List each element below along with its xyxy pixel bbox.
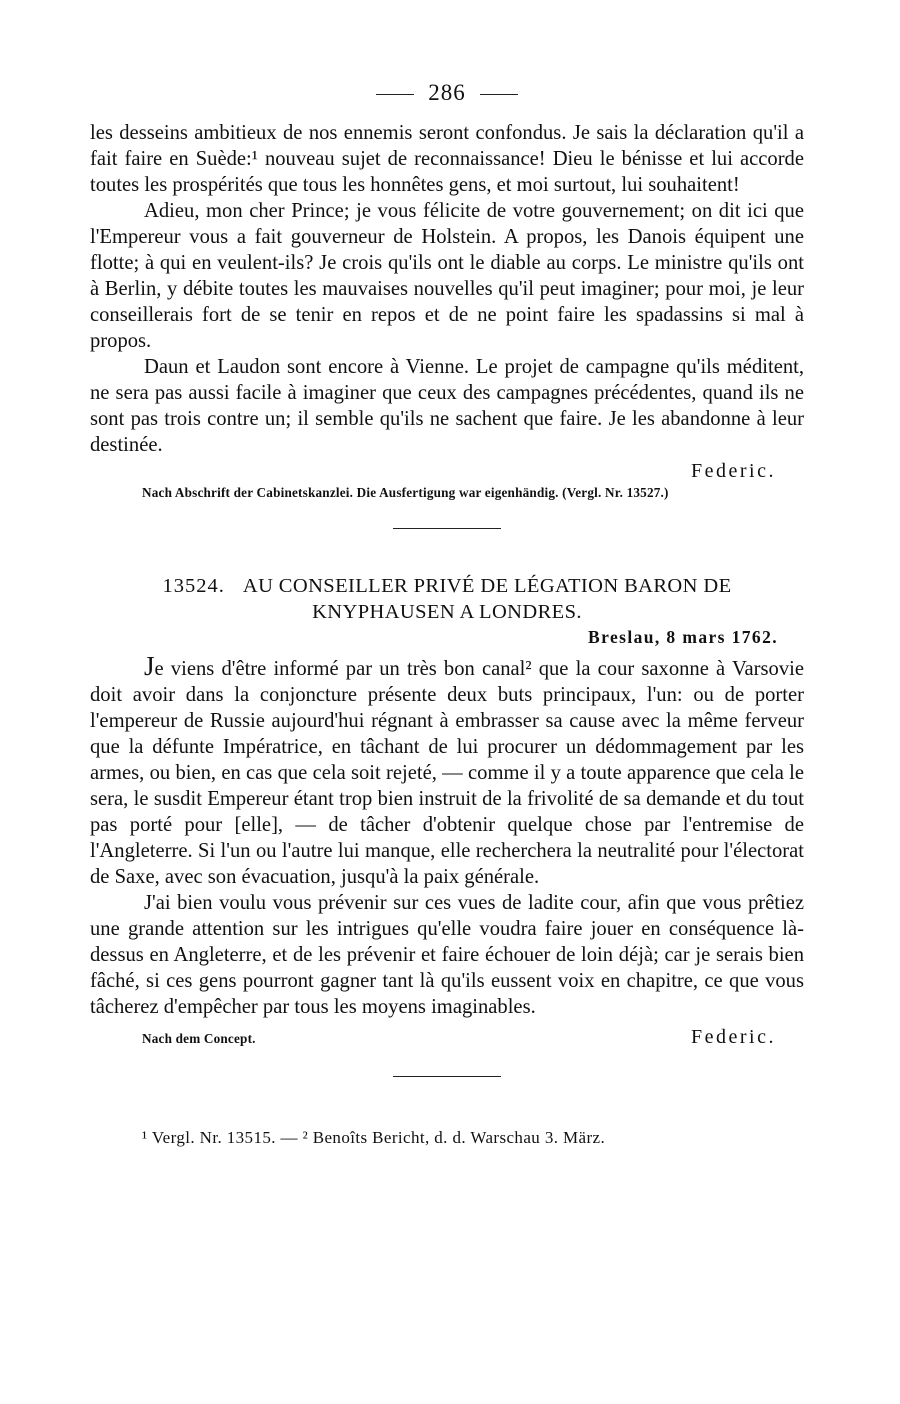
dash-right (480, 94, 518, 95)
letter1-source-note: Nach Abschrift der Cabinetskanzlei. Die Ausfertigung war eigenhändig. (Vergl. Nr. 13527.) (142, 485, 669, 500)
letter2-paragraph-1 (90, 653, 804, 890)
letter2-closing-row (90, 1024, 804, 1050)
footnotes: ¹ Vergl. Nr. 13515. — ² Benoîts Bericht, d. d. Warschau 3. März. (142, 1128, 606, 1147)
letter2-source-note: Nach dem Concept. (142, 1031, 256, 1046)
page (90, 80, 804, 1149)
letter2-paragraph-1-text: e viens d'être informé par un très bon canal² que la cour saxonne à Varsovie doit avoir dans la conjoncture présente deux buts principaux, l'un: ou de porter l'empereur de Russie aujourd'hui régnant à embrasser sa cause avec la même ferveur que la défunte Impératrice, en tâchant de lui procurer un dédommagement par les armes, ou bien, en cas que cela soit rejeté, — comme il y a toute apparence que cela le sera, le susdit Empereur étant trop bien instruit de la frivolité de sa demande et du tout pas porté pour [elle], — de tâcher d'obtenir quelque chose par l'entremise de l'Angleterre. Si l'un ou l'autre lui manque, elle recherchera la neutralité pour l'électorat de Saxe, avec son évacuation, jusqu'à la paix générale. (90, 658, 804, 888)
letter2-heading (90, 573, 804, 599)
letter2-heading-line1: AU CONSEILLER PRIVÉ DE LÉGATION BARON DE (242, 575, 732, 597)
letter1-signature: Federic. (691, 460, 776, 482)
dash-left (376, 94, 414, 95)
letter1-paragraph-3: Daun et Laudon sont encore à Vienne. Le projet de campagne qu'ils méditent, ne sera pas aussi facile à imaginer que ceux des campagnes précédentes, quand ils ne sont pas trois contre un; il semble qu'ils ne sachent que faire. Je les abandonne à leur destinée. (90, 356, 804, 456)
page-number-row (90, 80, 804, 106)
letter2-paragraph-2: J'ai bien voulu vous prévenir sur ces vues de ladite cour, afin que vous prêtiez une grande attention sur les intrigues qu'elle voudra faire jouer en conséquence là-dessus en Angleterre, et de les prévenir et faire échouer de loin déjà; car je serais bien fâché, si ces gens pourront gagner tant là qu'ils eussent voix en chapitre, ce que vous tâcherez d'empêcher par tous les moyens imaginables. (90, 892, 804, 1018)
letter1-paragraph-2: Adieu, mon cher Prince; je vous félicite de votre gouvernement; on dit ici que l'Empereur vous a fait gouverneur de Holstein. A propos, les Danois équipent une flotte; à qui en veulent-ils? Je crois qu'ils ont le diable au corps. Le ministre qu'ils ont à Berlin, y débite toutes les mauvaises nouvelles qu'il peut imaginer; pour moi, je leur conseillerais fort de se tenir en repos et de ne point faire les spadassins si mal à propos. (90, 200, 804, 352)
page-number: 286 (428, 80, 466, 105)
letter2-number: 13524. (162, 575, 225, 597)
letter2-signature: Federic. (691, 1026, 776, 1048)
letter2-heading-line2: KNYPHAUSEN A LONDRES. (312, 601, 582, 623)
letter2-dropcap: J (144, 651, 155, 681)
letter2-place-date: Breslau, 8 mars 1762. (588, 627, 778, 647)
letter1-paragraph-1: les desseins ambitieux de nos ennemis seront confondus. Je sais la déclaration qu'il a fait faire en Suède:¹ nouveau sujet de reconnaissance! Dieu le bénisse et lui accorde toutes les prospérités que tous les honnêtes gens, et moi surtout, lui souhaitent! (90, 122, 804, 196)
